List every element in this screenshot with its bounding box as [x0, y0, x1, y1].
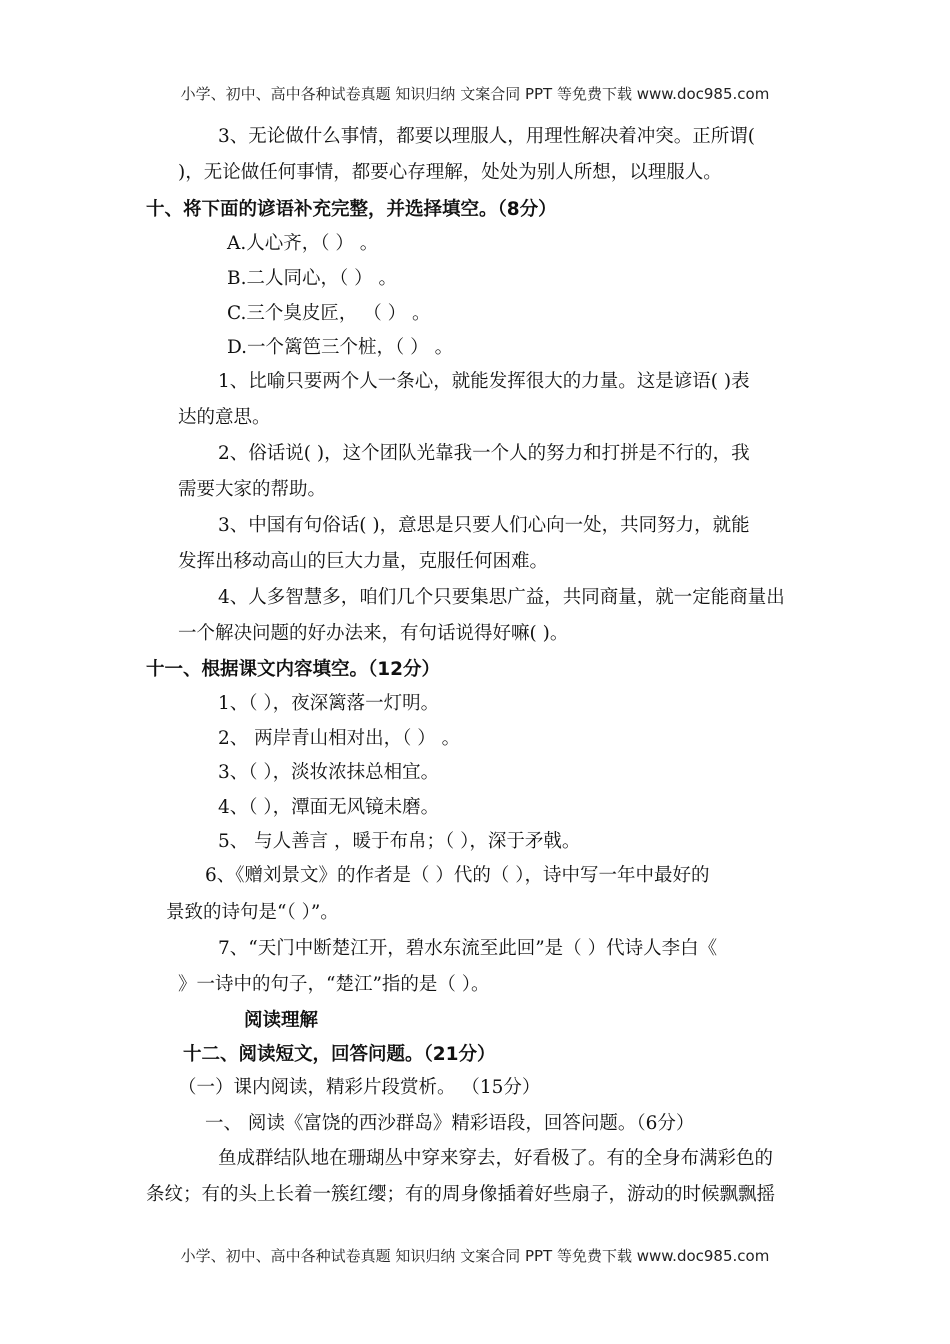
q10-item1-line1: 1、比喻只要两个人一条心，就能发挥很大的力量。这是谚语( )表 — [218, 371, 750, 392]
poem-fill-7-line1: 7、“天门中断楚江开，碧水东流至此回”是（ ）代诗人李白《 — [218, 938, 718, 959]
q10-item4-line2: 一个解决问题的好办法来，有句话说得好嘛( )。 — [178, 623, 569, 644]
q10-item4-line1: 4、人多智慧多，咱们几个只要集思广益，共同商量，就一定能商量出 — [218, 587, 785, 608]
poem-fill-6-line1: 6、《赠刘景文》的作者是（ ）代的（ ），诗中写一年中最好的 — [205, 865, 710, 886]
page-header: 小学、初中、高中各种试卷真题 知识归纳 文案合同 PPT 等免费下载 www.doc985.com — [180, 85, 770, 103]
poem-fill-2: 2、 两岸青山相对出，（ ） 。 — [218, 728, 461, 749]
reading-comprehension-title: 阅读理解 — [244, 1010, 319, 1031]
section-12-heading: 十二、阅读短文，回答问题。（21分） — [183, 1044, 496, 1065]
q10-item1-line2: 达的意思。 — [178, 407, 271, 428]
q10-item2-line2: 需要大家的帮助。 — [178, 479, 327, 500]
proverb-d: D.一个篱笆三个桩，（ ） 。 — [227, 337, 454, 358]
proverb-a: A.人心齐，（ ） 。 — [227, 233, 379, 254]
poem-fill-1: 1、（ ），夜深篱落一灯明。 — [218, 693, 440, 714]
passage-line-1: 鱼成群结队地在珊瑚丛中穿来穿去，好看极了。有的全身布满彩色的 — [218, 1148, 774, 1169]
poem-fill-6-line2: 景致的诗句是“（ ）”。 — [166, 902, 339, 923]
poem-fill-3: 3、（ ），淡妆浓抹总相宜。 — [218, 762, 440, 783]
q10-item3-line1: 3、中国有句俗话( )，意思是只要人们心向一处，共同努力，就能 — [218, 515, 750, 536]
page-footer: 小学、初中、高中各种试卷真题 知识归纳 文案合同 PPT 等免费下载 www.doc985.com — [180, 1247, 770, 1265]
passage-line-2: 条纹；有的头上长着一簇红缨；有的周身像插着好些扇子，游动的时候飘飘摇 — [146, 1184, 776, 1205]
subsection-1-heading: （一）课内阅读，精彩片段赏析。 （15分） — [178, 1077, 541, 1098]
q10-item3-line2: 发挥出移动高山的巨大力量，克服任何困难。 — [178, 551, 549, 572]
q10-item2-line1: 2、俗话说( )，这个团队光靠我一个人的努力和打拼是不行的，我 — [218, 443, 750, 464]
q9-item3-line1: 3、无论做什么事情，都要以理服人，用理性解决着冲突。正所谓( — [218, 126, 755, 147]
proverb-c: C.三个臭皮匠， （ ） 。 — [227, 303, 431, 324]
poem-fill-4: 4、（ ），潭面无风镜未磨。 — [218, 797, 440, 818]
q9-item3-line2: )，无论做任何事情，都要心存理解，处处为别人所想，以理服人。 — [178, 162, 722, 183]
proverb-b: B.二人同心，（ ） 。 — [227, 268, 397, 289]
section-10-heading: 十、将下面的谚语补充完整，并选择填空。（8分） — [146, 199, 557, 220]
reading-1-instruction: 一、 阅读《富饶的西沙群岛》精彩语段，回答问题。（6分） — [205, 1113, 695, 1134]
poem-fill-7-line2: 》一诗中的句子，“楚江”指的是（ ）。 — [178, 974, 490, 995]
section-11-heading: 十一、根据课文内容填空。（12分） — [146, 659, 440, 680]
poem-fill-5: 5、 与人善言 ，暖于布帛；（ ），深于矛戟。 — [218, 831, 581, 852]
